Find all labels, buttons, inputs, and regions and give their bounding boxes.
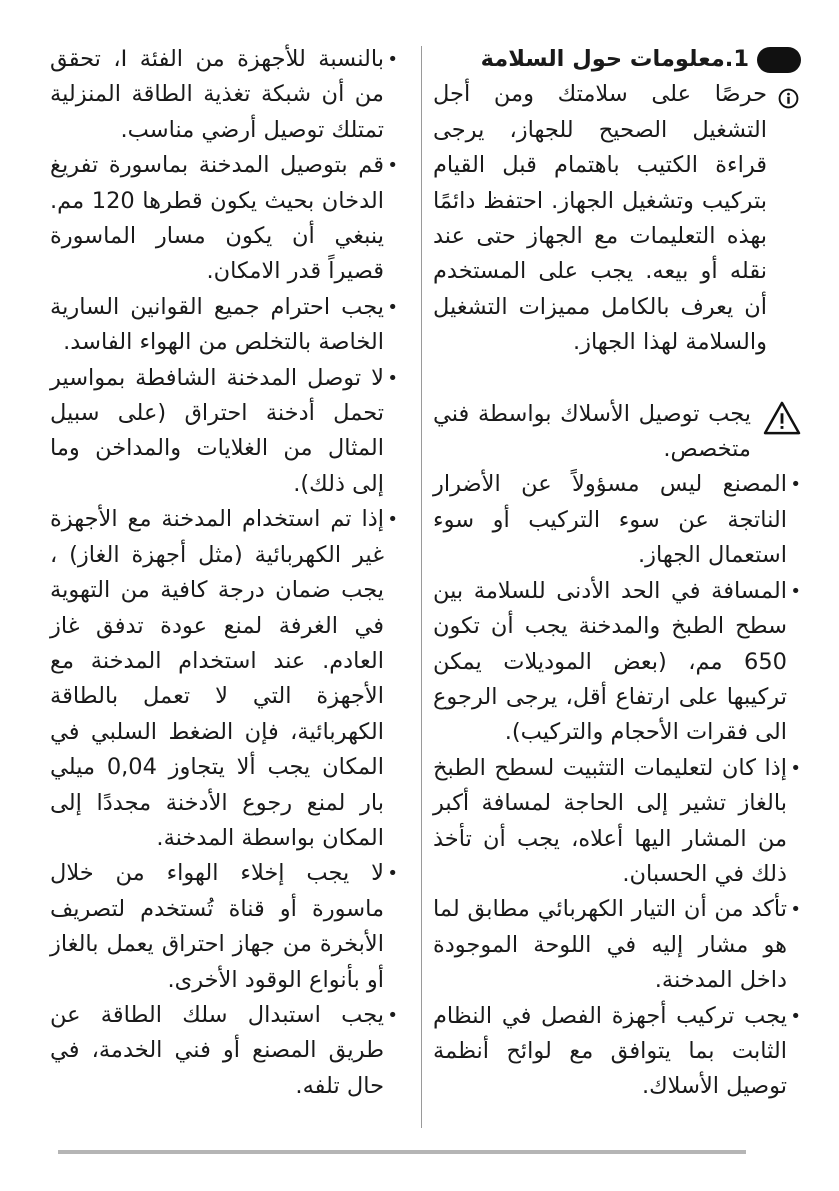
list-item: • يجب استبدال سلك الطاقة عن طريق المصنع أو فني الخدمة، في حال تلفه. [50,998,398,1104]
left-column [50,42,398,1104]
warning-paragraph: يجب توصيل الأسلاك بواسطة فني متخصص. [433,400,751,463]
list-item: • لا يجب إخلاء الهواء من خلال ماسورة أو قناة تُستخدم لتصريف الأبخرة من جهاز احتراق يعمل بالغاز أو بأنواع الوقود الأخرى. [50,856,398,998]
list-item: • إذا كان لتعليمات التثبيت لسطح الطبخ بالغاز تشير إلى الحاجة لمسافة أكبر من المشار اليها أعلاه، يجب أن تأخذ ذلك في الحسبان. [433,751,801,893]
info-paragraph-block [433,77,801,360]
list-item: • يجب تركيب أجهزة الفصل في النظام الثابت بما يتوافق مع لوائح أنظمة توصيل الأسلاك. [433,999,801,1105]
section-heading [433,42,801,77]
warning-block [433,397,801,468]
list-item: • المسافة في الحد الأدنى للسلامة بين سطح الطبخ والمدخنة يجب أن تكون 650 مم، (بعض الموديلات يمكن تركيبها على ارتفاع أقل، يرجى الرجوع الى فقرات الأحجام والتركيب). [433,574,801,751]
list-item: • يجب احترام جميع القوانين السارية الخاصة بالتخلص من الهواء الفاسد. [50,290,398,361]
info-paragraph: حرصًا على سلامتك ومن أجل التشغيل الصحيح للجهاز، يرجى قراءة الكتيب باهتمام قبل القيام بتركيب وتشغيل الجهاز. احتفظ دائمًا بهذه التعليمات مع الجهاز حتى عند نقله أو بيعه. يجب على المستخدم أن يعرف بالكامل مميزات التشغيل والسلامة لهذا الجهاز. [433,81,767,356]
list-item: • قم بتوصيل المدخنة بماسورة تفريغ الدخان بحيث يكون قطرها 120 مم. ينبغي أن يكون مسار الماسورة قصيراً قدر الامكان. [50,148,398,290]
list-item: • تأكد من أن التيار الكهربائي مطابق لما هو مشار إليه في اللوحة الموجودة داخل المدخنة. [433,892,801,998]
list-item: • بالنسبة للأجهزة من الفئة I، تحقق من أن شبكة تغذية الطاقة المنزلية تمتلك توصيل أرضي مناسب. [50,42,398,148]
right-bullet-list [433,467,801,1104]
list-item: • لا توصل المدخنة الشافطة بمواسير تحمل أدخنة احتراق (على سبيل المثال من الغلايات والمداخن وما إلى ذلك). [50,361,398,503]
section-title: 1.معلومات حول السلامة [480,46,749,72]
column-divider [421,46,422,1128]
section-marker-icon [757,47,801,73]
info-icon [778,88,799,109]
footer-rule [58,1150,746,1154]
list-item: • إذا تم استخدام المدخنة مع الأجهزة غير الكهربائية (مثل أجهزة الغاز) ، يجب ضمان درجة كافية من التهوية في الغرفة لمنع عودة تدفق غاز العادم. عند استخدام المدخنة مع الأجهزة التي لا تعمل بالطاقة الكهربائية، فإن الضغط السلبي في المكان يجب ألا يتجاوز 0,04 ميلي بار لمنع رجوع الأدخنة مجددًا إلى المكان بواسطة المدخنة. [50,502,398,856]
warning-triangle-icon [763,401,801,435]
left-bullet-list [50,42,398,1104]
right-column [433,42,801,1105]
list-item: • المصنع ليس مسؤولاً عن الأضرار الناتجة عن سوء التركيب أو سوء استعمال الجهاز. [433,467,801,573]
